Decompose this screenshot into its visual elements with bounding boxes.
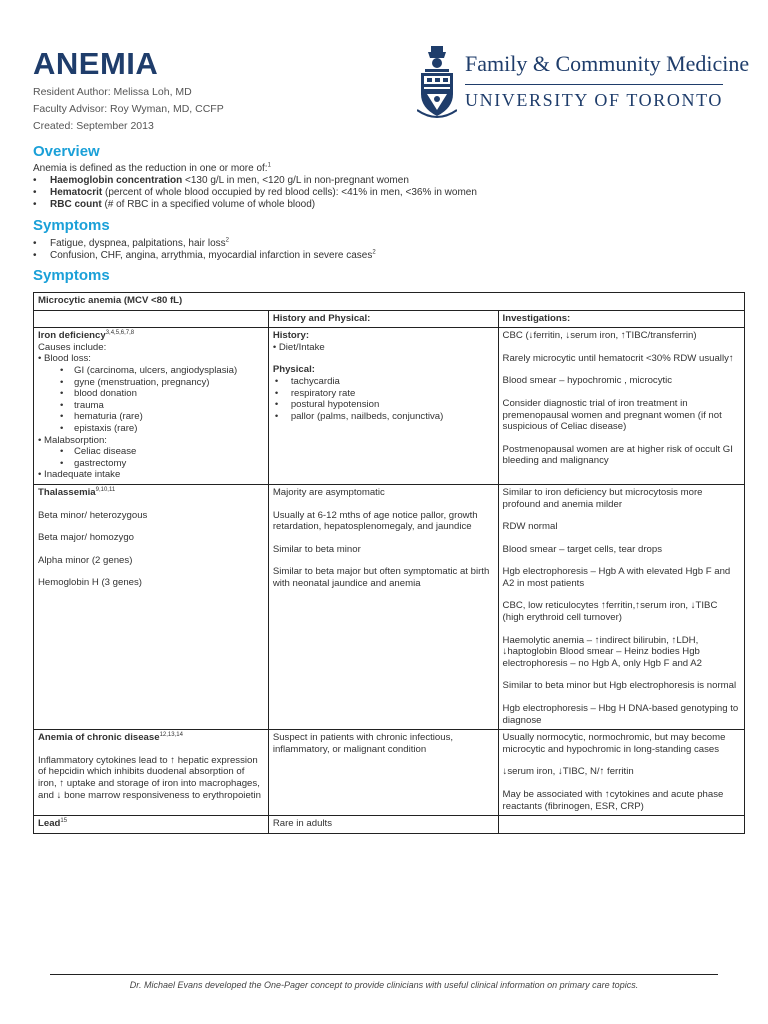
symptoms-heading: Symptoms	[33, 217, 110, 234]
list-item: Haemolytic anemia – ↑indirect bilirubin, ↑LDH, ↓haptoglobin Blood smear – Heinz bodies Hgb electrophoresis – no Hgb A, only Hgb F and A2	[502, 634, 703, 669]
footer-note: Dr. Michael Evans developed the One-Pager concept to provide clinicians with useful clinical information on primary care topics.	[129, 980, 639, 990]
list-item: Similar to beta major but often symptomatic at birth with neonatal jaundice and anemia	[272, 566, 490, 589]
column-header: History and Physical:	[268, 310, 498, 328]
list-item: May be associated with ↑cytokines and acute phase reactants (fibrinogen, ESR, CRP)	[502, 789, 724, 812]
list-item: Beta minor/ heterozygous	[38, 509, 148, 521]
lead-history-cell	[268, 816, 498, 834]
list-item: RDW normal	[502, 521, 558, 533]
row-label: Lead$^{15}$	[38, 818, 68, 830]
crest-icon	[417, 44, 457, 122]
list-item: Blood smear – target cells, tear drops	[502, 543, 662, 555]
list-item: Usually normocytic, normochromic, but may become microcytic and hypochromic in long-standing cases	[502, 732, 726, 755]
list-item: Similar to beta minor	[272, 543, 361, 555]
iron-investigations-cell	[498, 328, 744, 485]
university-logo	[415, 44, 750, 122]
list-item: • Malabsorption:	[38, 434, 107, 446]
row-label: Iron deficiency$^{3,4,5,6,7,8}$	[38, 330, 135, 342]
chronic-disease-investigations-cell	[498, 730, 744, 816]
overview-intro: Anemia is defined as the reduction in one or more of:$^1$	[33, 162, 271, 174]
list-item: Hgb electrophoresis – Hbg H DNA-based genotyping to diagnose	[502, 703, 739, 726]
list-item: • Inadequate intake	[38, 469, 121, 481]
list-item: Similar to beta minor but Hgb electrophoresis is normal	[502, 680, 737, 692]
list-item: Suspect in patients with chronic infectious, inflammatory, or malignant condition	[272, 732, 454, 755]
list-item: Blood smear – hypochromic , microcytic	[502, 375, 673, 387]
list-item: • Blood loss:	[38, 353, 91, 365]
row-label: Thalassemia$^{9,10,11}$	[38, 486, 116, 498]
thalassemia-cell	[34, 484, 269, 729]
logo-divider	[465, 84, 723, 85]
list-item: Hgb electrophoresis – Hgb A with elevated Hgb F and A2 in most patients	[502, 566, 731, 589]
table-row	[34, 816, 745, 834]
list-item: Hemoglobin H (3 genes)	[38, 577, 142, 589]
list-item: Usually at 6-12 mths of age notice pallor, growth retardation, hepatosplenomegaly, and jaundice	[272, 509, 478, 533]
column-header	[34, 310, 269, 328]
list-item: ↓serum iron, ↓TIBC, N/↑ ferritin	[502, 766, 634, 778]
thalassemia-investigations-cell	[498, 484, 744, 729]
iron-deficiency-cell	[34, 328, 269, 485]
faculty-advisor: Faculty Advisor: Roy Wyman, MD, CCFP	[33, 103, 224, 115]
table-row	[34, 328, 745, 485]
overview-bullet: • RBC count (# of RBC in a specified volume of whole blood)	[33, 199, 316, 210]
list-item: • GI (carcinoma, ulcers, angiodysplasia)	[38, 365, 264, 377]
lead-cell	[34, 816, 269, 834]
list-item: • tachycardia	[273, 376, 494, 388]
list-item: Consider diagnostic trial of iron treatment in premenopausal women and pregnant women (if not suspicious of Celiac disease)	[502, 397, 722, 433]
list-item: • gyne (menstruation, pregnancy)	[38, 377, 264, 389]
table-row	[34, 730, 745, 816]
overview-bullet: • Haemoglobin concentration <130 g/L in men, <120 g/L in non-pregnant women	[33, 175, 409, 186]
list-item: Rarely microcytic until hematocrit <30% RDW usually↑	[502, 352, 734, 364]
list-item: • postural hypotension	[273, 399, 494, 411]
list-item: • Diet/Intake	[272, 341, 325, 353]
physical-label: Physical:	[272, 364, 315, 376]
table-section-heading: Symptoms	[33, 267, 110, 284]
list-item: • pallor (palms, nailbeds, conjunctiva)	[273, 411, 494, 423]
list-item: Beta major/ homozygo	[38, 532, 134, 544]
table-row	[34, 484, 745, 729]
list-item: • trauma	[38, 400, 264, 412]
resident-author: Resident Author: Melissa Loh, MD	[33, 86, 192, 98]
column-header: Investigations:	[498, 310, 744, 328]
created-date: Created: September 2013	[33, 120, 154, 132]
list-item: Postmenopausal women are at higher risk of occult GI bleeding and malignancy	[502, 443, 733, 467]
history-label: History:	[272, 330, 310, 342]
symptom-bullet: • Confusion, CHF, angina, arrythmia, myocardial infarction in severe cases$^2$	[33, 249, 376, 261]
iron-history-cell	[268, 328, 498, 485]
list-item: • respiratory rate	[273, 388, 494, 400]
page-title: ANEMIA	[33, 46, 159, 81]
chronic-disease-history-cell	[268, 730, 498, 816]
list-item: Causes include:	[38, 341, 107, 353]
table-title: Microcytic anemia (MCV <80 fL)	[34, 293, 745, 311]
list-item: • Celiac disease	[38, 446, 264, 458]
overview-heading: Overview	[33, 143, 100, 160]
thalassemia-history-cell	[268, 484, 498, 729]
list-item: Alpha minor (2 genes)	[38, 554, 133, 566]
microcytic-anemia-table	[33, 292, 745, 834]
list-item: CBC, low reticulocytes ↑ferritin,↑serum iron, ↓TIBC (high erythroid cell turnover)	[502, 600, 718, 624]
list-item: Rare in adults	[272, 818, 333, 830]
lead-investigations-cell	[498, 816, 744, 834]
symptom-bullet: • Fatigue, dyspnea, palpitations, hair loss$^2$	[33, 237, 230, 249]
footer-divider	[50, 974, 718, 975]
logo-university: UNIVERSITY OF TORONTO	[465, 90, 723, 110]
list-item: • gastrectomy	[38, 458, 264, 470]
list-item: Inflammatory cytokines lead to ↑ hepatic expression of hepcidin which inhibits duodenal absorption of iron, ↑ uptake and storage of iron into macrophages, and ↓ bone marrow responsiveness to erythropoietin	[38, 754, 261, 801]
list-item: • hematuria (rare)	[38, 411, 264, 423]
list-item: CBC (↓ferritin, ↓serum iron, ↑TIBC/transferrin)	[502, 330, 697, 342]
logo-department: Family & Community Medicine	[465, 51, 750, 76]
list-item: • blood donation	[38, 388, 264, 400]
list-item: Similar to iron deficiency but microcytosis more profound and anemia milder	[502, 486, 703, 510]
list-item: • epistaxis (rare)	[38, 423, 264, 435]
row-label: Anemia of chronic disease$^{12,13,14}$	[38, 732, 183, 744]
list-item: Majority are asymptomatic	[272, 486, 385, 498]
chronic-disease-cell	[34, 730, 269, 816]
overview-bullet: • Hematocrit (percent of whole blood occupied by red blood cells): <41% in men, <36% in women	[33, 187, 477, 198]
